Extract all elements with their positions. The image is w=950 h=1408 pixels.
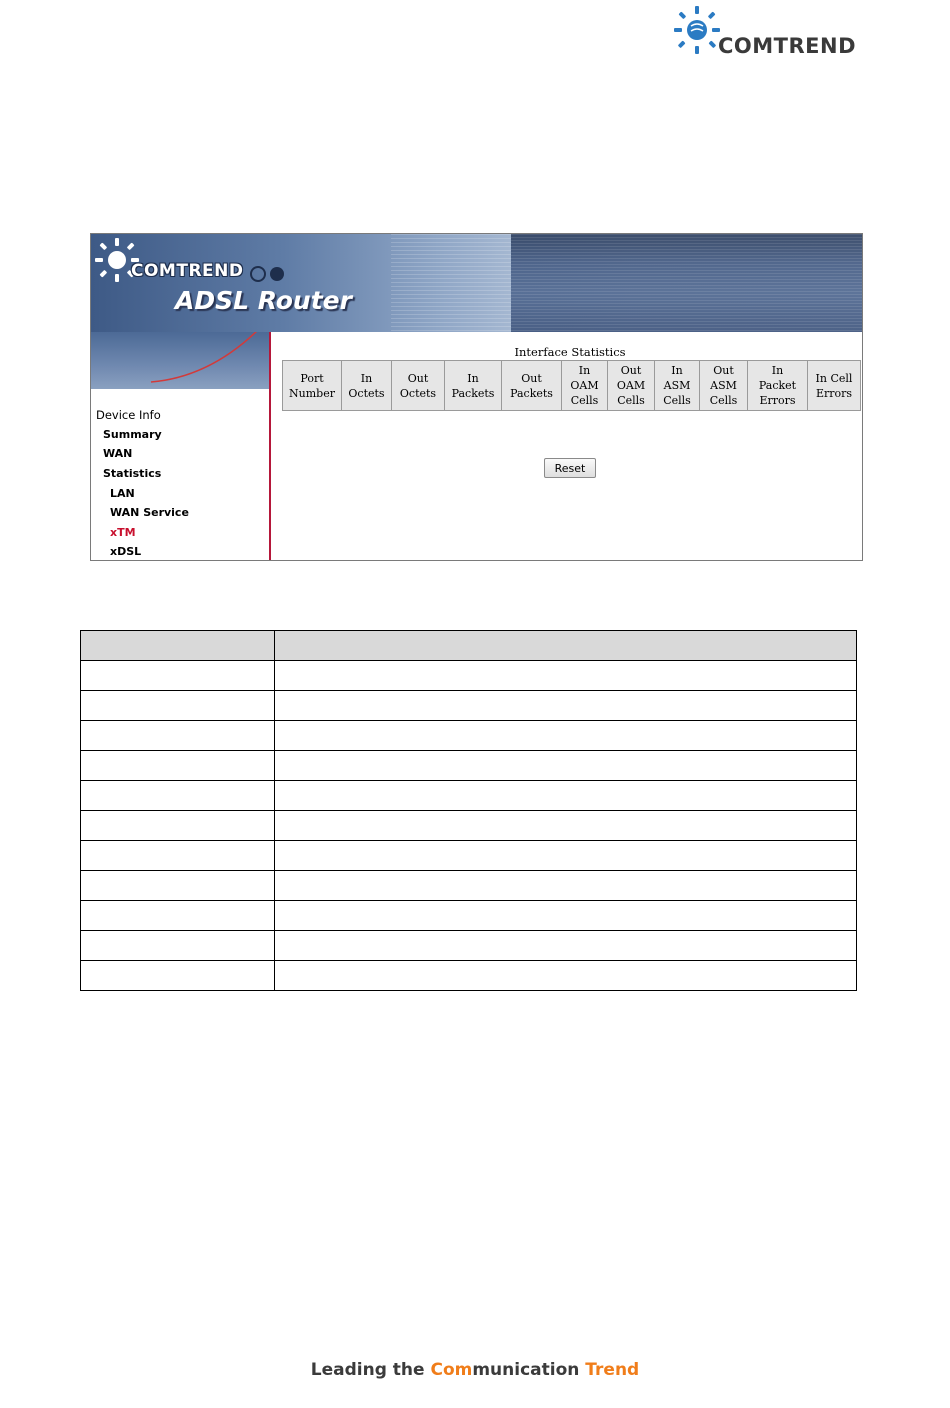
stats-column-header <box>655 361 700 411</box>
stats-column-header-line: Cells <box>663 394 691 407</box>
stats-column-header-line: Cells <box>709 394 738 407</box>
footer-slogan <box>0 1360 950 1380</box>
stats-column-header-line: Out <box>521 371 542 385</box>
sidebar-item-device-info[interactable]: Device Info <box>96 408 161 422</box>
stats-column-header-line: In <box>578 364 591 377</box>
stats-column-header-line: Number <box>289 386 335 400</box>
stats-column-header-line: Octets <box>348 386 385 400</box>
stats-column-header-line: Cells <box>617 394 645 407</box>
table-cell <box>275 931 857 961</box>
description-table-header <box>81 631 857 661</box>
table-cell <box>81 721 275 751</box>
sidebar-item-lan[interactable]: LAN <box>110 487 135 500</box>
table-cell <box>275 721 857 751</box>
stats-column-header <box>445 361 502 411</box>
stats-column-header-line: Cells <box>570 394 599 407</box>
stats-column-header-line: Octets <box>399 386 437 400</box>
stats-column-header-line: In <box>771 364 784 377</box>
table-cell <box>81 751 275 781</box>
stats-column-header-line: Errors <box>759 394 796 407</box>
reset-button[interactable]: Reset <box>544 458 596 478</box>
interface-statistics-table <box>282 360 861 411</box>
stats-column-header <box>562 361 608 411</box>
stats-column-header-line: Out <box>620 364 642 377</box>
table-row <box>81 661 857 691</box>
sidebar-item-xtm[interactable]: xTM <box>110 526 136 539</box>
stats-column-header-line: Port <box>300 371 324 385</box>
sidebar-item-summary[interactable]: Summary <box>103 428 162 441</box>
stats-column-header-line: ASM <box>710 379 737 392</box>
stats-column-header-line: Packet <box>758 379 797 392</box>
table-cell <box>275 901 857 931</box>
table-cell <box>275 871 857 901</box>
footer-text: munication <box>472 1360 586 1380</box>
banner-circles-icon <box>249 264 289 284</box>
stats-column-header <box>748 361 808 411</box>
table-cell <box>275 841 857 871</box>
table-row <box>81 691 857 721</box>
table-cell <box>81 871 275 901</box>
stats-column-header <box>808 361 861 411</box>
stats-column-header-line: In <box>467 371 479 385</box>
table-row <box>81 841 857 871</box>
footer-text: Leading the <box>310 1360 431 1380</box>
table-row <box>81 961 857 991</box>
stats-column-header-line: In <box>671 364 683 377</box>
stats-column-header-line: In <box>360 371 373 385</box>
stats-column-header-line: Packets <box>451 386 495 400</box>
table-cell <box>275 811 857 841</box>
comtrend-logo <box>670 4 865 58</box>
sidebar-item-statistics[interactable]: Statistics <box>103 467 162 480</box>
table-row <box>81 781 857 811</box>
stats-column-header-line: OAM <box>616 379 646 392</box>
swoosh-graphic <box>91 332 269 389</box>
stats-column-header-line: Packets <box>510 386 553 400</box>
table-cell <box>81 841 275 871</box>
table-header-row <box>283 361 861 411</box>
table-cell <box>275 661 857 691</box>
stats-column-header-line: Out <box>407 371 429 385</box>
table-row <box>81 901 857 931</box>
interface-statistics-title: Interface Statistics <box>514 345 626 359</box>
sidebar-item-wan-service[interactable]: WAN Service <box>110 506 189 519</box>
table-cell <box>81 901 275 931</box>
description-table <box>80 630 857 991</box>
stats-column-header <box>502 361 562 411</box>
table-cell <box>275 781 857 811</box>
table-row <box>81 721 857 751</box>
table-row <box>81 931 857 961</box>
comtrend-wordmark: COMTREND <box>718 34 857 58</box>
table-row <box>81 751 857 781</box>
table-cell <box>275 691 857 721</box>
table-cell <box>81 781 275 811</box>
table-cell <box>275 961 857 991</box>
stats-column-header-line: Errors <box>815 386 853 400</box>
table-cell <box>81 661 275 691</box>
stats-column-header-line: ASM <box>663 379 691 392</box>
sidebar-item-wan[interactable]: WAN <box>103 447 133 460</box>
footer-highlight: Com <box>430 1360 473 1380</box>
stats-column-header <box>700 361 748 411</box>
sidebar-item-xdsl[interactable]: xDSL <box>110 545 142 558</box>
stats-column-header <box>608 361 655 411</box>
stats-column-header <box>342 361 392 411</box>
table-cell <box>275 751 857 781</box>
banner-brand-name: COMTREND <box>131 261 244 281</box>
sidebar-header-graphic <box>91 332 269 389</box>
stats-column-header-line: Out <box>713 364 734 377</box>
stats-column-header <box>283 361 342 411</box>
stats-column-header-line: In Cell <box>815 371 853 385</box>
banner-right-stripes <box>511 234 862 332</box>
table-cell <box>81 931 275 961</box>
table-row <box>81 871 857 901</box>
table-cell <box>81 961 275 991</box>
description-header-cell <box>275 631 857 661</box>
description-header-cell <box>81 631 275 661</box>
banner-product-name: ADSL Router <box>175 286 352 315</box>
stats-column-header-line: OAM <box>570 379 599 392</box>
table-row <box>81 811 857 841</box>
table-cell <box>81 691 275 721</box>
footer-highlight: Trend <box>585 1360 640 1380</box>
stats-column-header <box>392 361 445 411</box>
router-ui-screenshot <box>90 233 863 561</box>
table-cell <box>81 811 275 841</box>
comtrend-sunburst-icon <box>670 4 720 56</box>
sidebar-divider <box>269 332 271 560</box>
